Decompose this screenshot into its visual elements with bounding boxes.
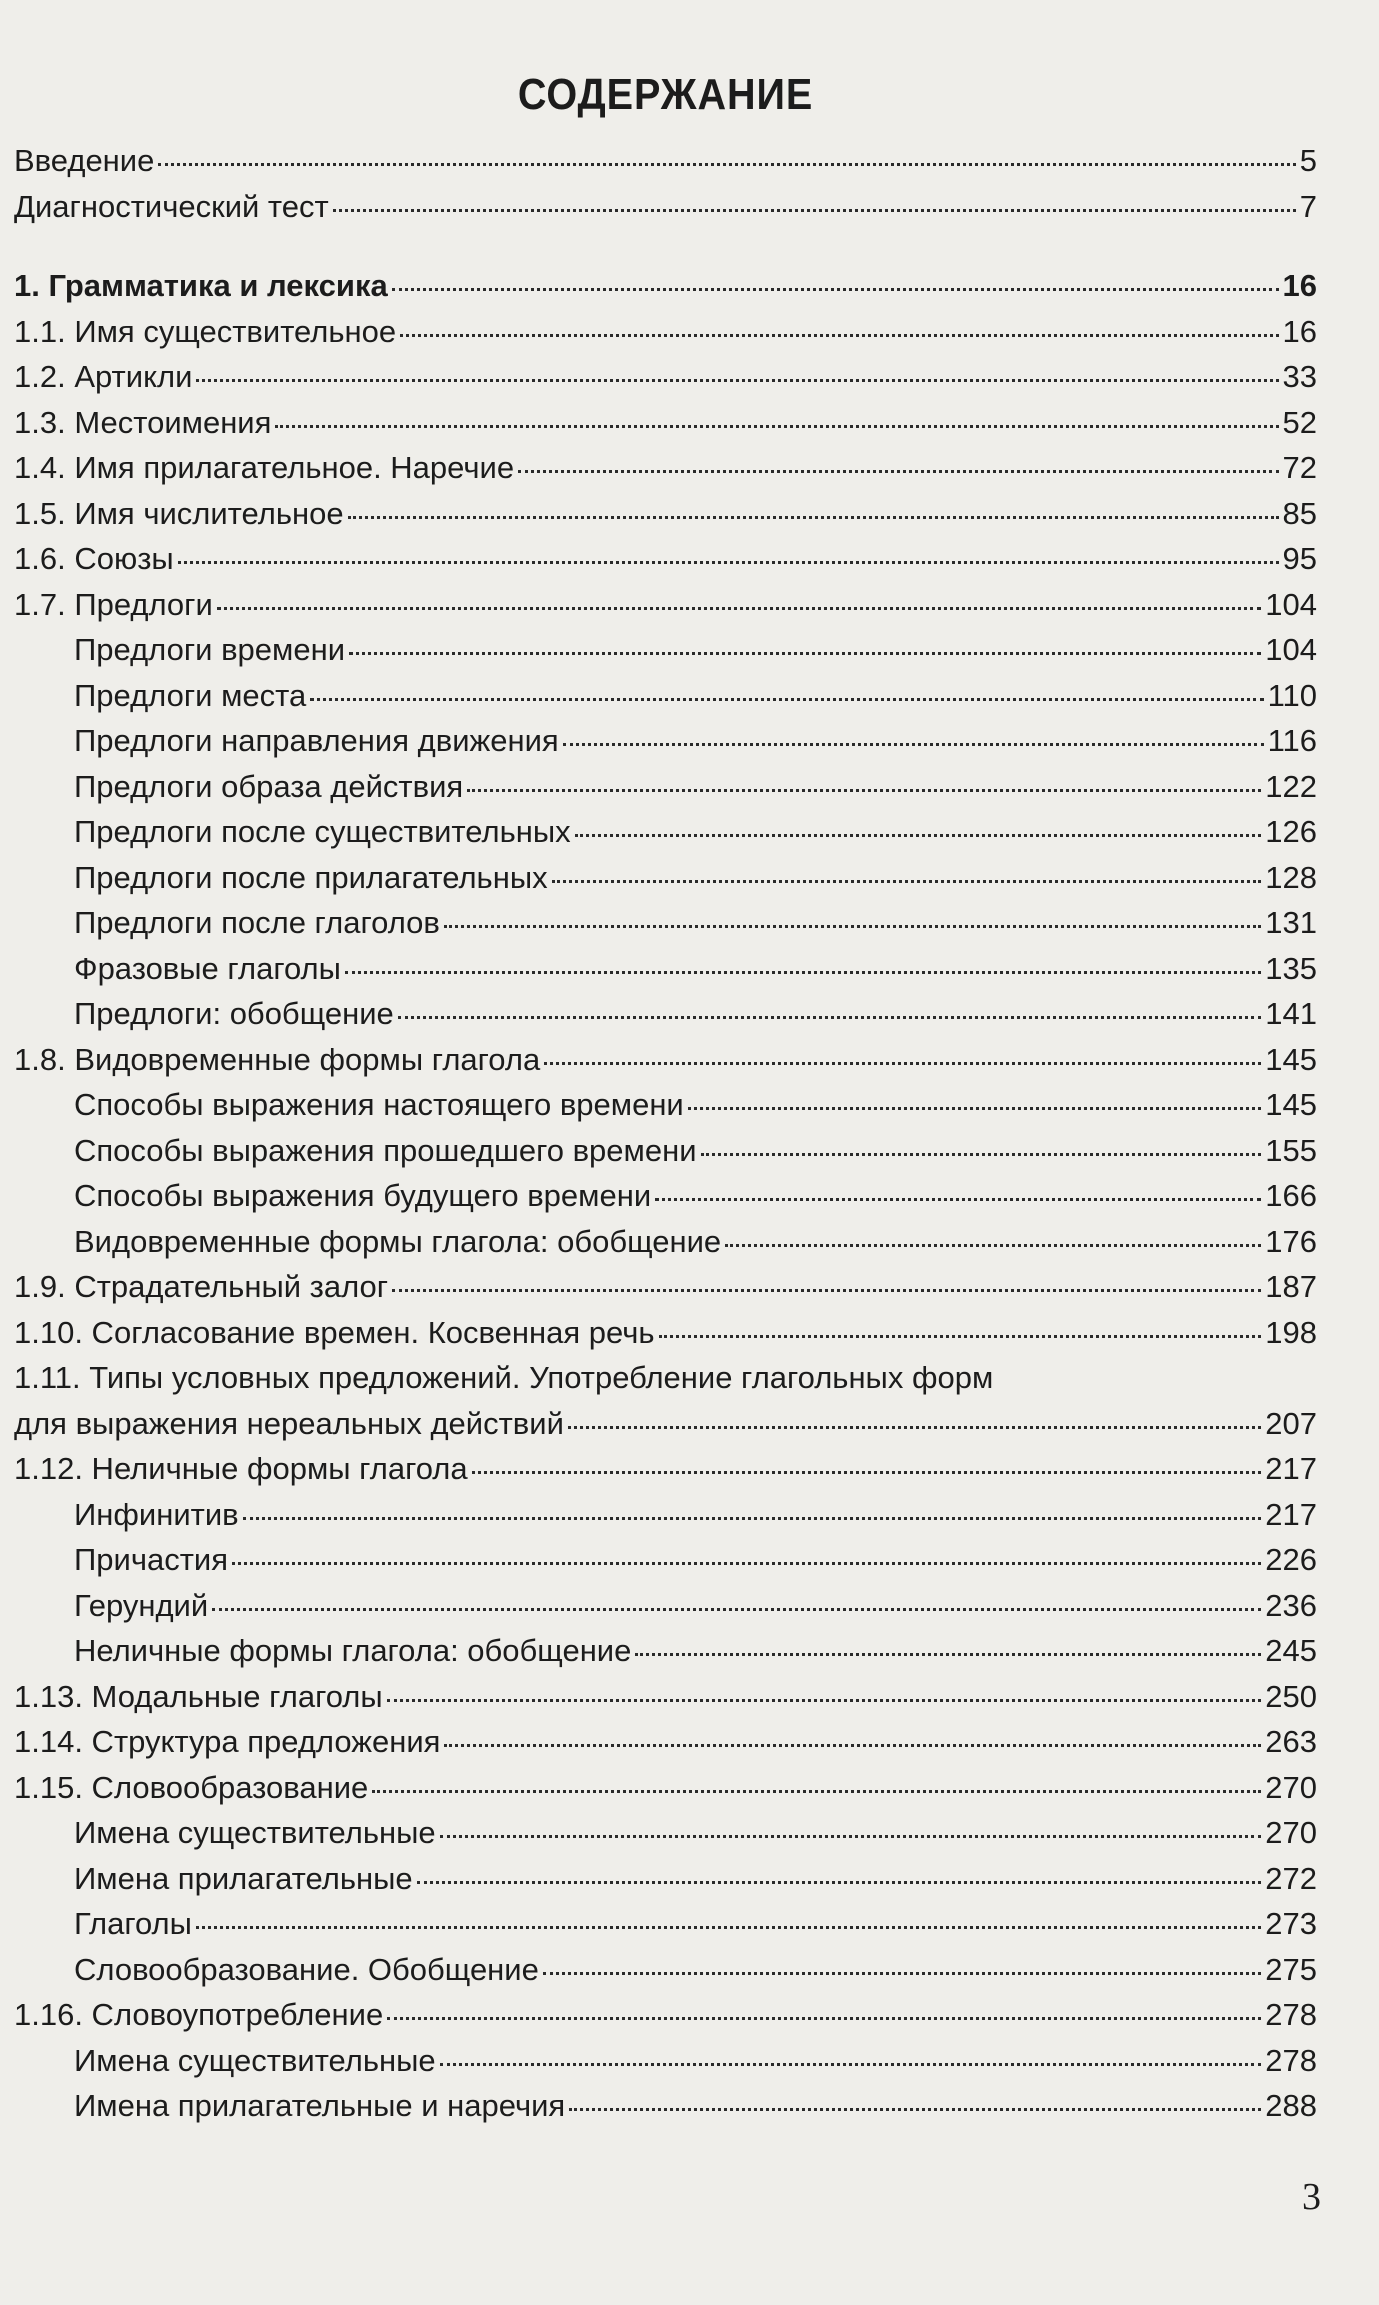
toc-entry — [14, 2038, 1317, 2084]
dot-leader — [467, 789, 1261, 792]
toc-entry-label: Глаголы — [74, 1906, 192, 1941]
toc-entry-label: Предлоги после прилагательных — [74, 859, 548, 895]
toc-entry — [14, 673, 1317, 719]
toc-entry-label: Видовременные формы глагола: обобщение — [74, 1223, 722, 1259]
toc-entry-label: 1.16. Словоупотребление — [14, 1997, 384, 2032]
dot-leader — [243, 1517, 1262, 1520]
toc-entry-page: 110 — [1267, 677, 1317, 713]
dot-leader — [518, 470, 1278, 473]
toc-entry — [14, 946, 1317, 992]
toc-entry-label: Диагностический тест — [14, 188, 329, 224]
dot-leader — [349, 652, 1261, 655]
dot-leader — [568, 1426, 1261, 1429]
dot-leader — [392, 1289, 1261, 1292]
toc-entry-label: 1.12. Неличные формы глагола — [14, 1451, 468, 1486]
dot-leader — [569, 2108, 1261, 2111]
dot-leader — [444, 925, 1261, 928]
toc-entry — [14, 1810, 1317, 1856]
toc-entry — [14, 309, 1317, 355]
toc-entry-label: Способы выражения будущего времени — [74, 1178, 652, 1213]
dot-leader — [196, 1926, 1261, 1929]
toc-entry-label: Предлоги после существительных — [74, 814, 571, 849]
toc-entry-page: 226 — [1265, 1542, 1317, 1577]
dot-leader — [655, 1198, 1261, 1201]
dot-leader — [398, 1016, 1262, 1019]
dot-leader — [212, 1608, 1261, 1611]
toc-entry — [14, 354, 1317, 400]
toc-entry — [14, 138, 1317, 184]
dot-leader — [472, 1471, 1262, 1474]
toc-entry-label-continuation: для выражения нереальных действий — [14, 1405, 564, 1441]
toc-entry-label: Инфинитив — [74, 1496, 239, 1532]
toc-entry-page: 245 — [1265, 1633, 1317, 1668]
page-title: СОДЕРЖАНИЕ — [517, 70, 814, 119]
toc-entry — [14, 718, 1317, 764]
toc-entry — [14, 764, 1317, 810]
dot-leader — [400, 334, 1278, 337]
toc-entry — [14, 900, 1317, 946]
toc-entry — [14, 536, 1317, 582]
toc-entry-page: 187 — [1265, 1269, 1317, 1304]
toc-entry-page: 16 — [1282, 313, 1317, 349]
page-number: 3 — [1302, 2176, 1321, 2218]
toc-entry-label: 1.15. Словообразование — [14, 1769, 369, 1805]
toc-entry-page: 7 — [1299, 188, 1317, 224]
dot-leader — [158, 163, 1295, 166]
dot-leader — [417, 1881, 1262, 1884]
toc-entry — [14, 1901, 1317, 1947]
toc-entry-label: Предлоги времени — [74, 632, 346, 667]
dot-leader — [196, 379, 1278, 382]
toc-entry-label: Введение — [14, 143, 155, 178]
toc-entry-continuation — [14, 1401, 1317, 1447]
toc-entry-label: Неличные формы глагола: обобщение — [74, 1633, 632, 1668]
toc-entry-label: 1.3. Местоимения — [14, 404, 272, 440]
toc-entry-page: 33 — [1282, 359, 1317, 394]
toc-entry-label: 1.7. Предлоги — [14, 586, 213, 622]
toc-entry-page: 5 — [1299, 143, 1317, 178]
toc-entry-page: 131 — [1265, 905, 1317, 940]
dot-leader — [217, 607, 1261, 610]
toc-entry-page: 263 — [1265, 1724, 1317, 1759]
toc-entry — [14, 1355, 1317, 1401]
toc-entry-page: 250 — [1265, 1678, 1317, 1714]
toc-entry — [14, 1537, 1317, 1583]
toc-entry-label: 1.8. Видовременные формы глагола — [14, 1041, 541, 1077]
toc-entry — [14, 991, 1317, 1037]
toc-entry — [14, 1674, 1317, 1720]
dot-leader — [178, 561, 1279, 564]
toc-entry-page: 85 — [1282, 495, 1317, 531]
toc-entry-label: Словообразование. Обобщение — [74, 1951, 539, 1987]
toc-entry-label: Герундий — [74, 1587, 209, 1623]
toc-entry-label: Имена прилагательные — [74, 1860, 413, 1896]
toc-entry-page: 278 — [1265, 1997, 1317, 2032]
toc-entry — [14, 1856, 1317, 1902]
toc-entry — [14, 1947, 1317, 1993]
toc-entry-label: 1.2. Артикли — [14, 359, 193, 394]
toc-entry — [14, 491, 1317, 537]
toc-entry — [14, 1128, 1317, 1174]
toc-entry — [14, 1310, 1317, 1356]
dot-leader — [543, 1972, 1261, 1975]
dot-leader — [333, 209, 1296, 212]
toc-entry-page: 145 — [1265, 1087, 1317, 1122]
toc-entry-label: 1.13. Модальные глаголы — [14, 1678, 383, 1714]
toc-entry-label: 1.5. Имя числительное — [14, 495, 344, 531]
toc-entry-page: 128 — [1265, 859, 1317, 895]
toc-entry-label: 1.11. Типы условных предложений. Употребление глагольных форм — [14, 1360, 994, 1395]
toc-entry-label: 1.6. Союзы — [14, 541, 174, 576]
toc-entry-label: 1.9. Страдательный залог — [14, 1269, 389, 1304]
dot-leader — [440, 1835, 1262, 1838]
toc-entry-page: 135 — [1265, 950, 1317, 986]
dot-leader — [387, 2017, 1261, 2020]
toc-entry-page: 270 — [1265, 1815, 1317, 1850]
dot-leader — [232, 1562, 1261, 1565]
toc-entry-label: 1.10. Согласование времен. Косвенная речь — [14, 1314, 655, 1350]
toc-entry-label: Имена существительные — [74, 2042, 436, 2078]
toc-entry-page: 155 — [1265, 1132, 1317, 1168]
table-of-contents — [14, 138, 1317, 2129]
toc-entry — [14, 263, 1317, 309]
toc-entry-page: 126 — [1265, 814, 1317, 849]
toc-entry — [14, 1173, 1317, 1219]
toc-entry — [14, 1219, 1317, 1265]
toc-entry — [14, 627, 1317, 673]
toc-entry-page: 198 — [1265, 1314, 1317, 1350]
toc-entry-label: 1.1. Имя существительное — [14, 313, 397, 349]
toc-entry — [14, 184, 1317, 230]
dot-leader — [552, 880, 1262, 883]
toc-entry — [14, 445, 1317, 491]
toc-entry-page: 217 — [1265, 1496, 1317, 1532]
toc-entry — [14, 582, 1317, 628]
dot-leader — [635, 1653, 1261, 1656]
toc-entry-label: Способы выражения настоящего времени — [74, 1087, 684, 1122]
toc-entry-page: 278 — [1265, 2042, 1317, 2078]
toc-entry-label: Способы выражения прошедшего времени — [74, 1132, 697, 1168]
dot-leader — [544, 1062, 1261, 1065]
dot-leader — [688, 1107, 1262, 1110]
toc-entry-page: 72 — [1282, 450, 1317, 485]
toc-entry-page: 288 — [1265, 2088, 1317, 2123]
dot-leader — [444, 1744, 1261, 1747]
toc-entry-page: 273 — [1265, 1906, 1317, 1941]
dot-leader — [372, 1790, 1261, 1793]
toc-entry-label: Имена существительные — [74, 1815, 436, 1850]
toc-entry-label: Предлоги после глаголов — [74, 905, 440, 940]
dot-leader — [345, 971, 1261, 974]
toc-entry — [14, 1719, 1317, 1765]
toc-entry — [14, 1583, 1317, 1629]
dot-leader — [725, 1244, 1261, 1247]
toc-entry — [14, 855, 1317, 901]
toc-entry — [14, 1446, 1317, 1492]
dot-leader — [701, 1153, 1262, 1156]
toc-entry-page: 122 — [1265, 768, 1317, 804]
toc-entry-page: 52 — [1282, 404, 1317, 440]
dot-leader — [563, 743, 1264, 746]
toc-entry — [14, 1082, 1317, 1128]
toc-entry — [14, 1992, 1317, 2038]
dot-leader — [387, 1699, 1262, 1702]
toc-entry-label: Предлоги места — [74, 677, 307, 713]
toc-entry-label: 1.14. Структура предложения — [14, 1724, 441, 1759]
toc-entry — [14, 1264, 1317, 1310]
dot-leader — [310, 698, 1263, 701]
toc-entry-label: 1. Грамматика и лексика — [14, 268, 388, 303]
dot-leader — [275, 425, 1278, 428]
toc-entry-page: 275 — [1265, 1951, 1317, 1987]
toc-entry-page: 166 — [1265, 1178, 1317, 1213]
toc-entry-page: 104 — [1265, 632, 1317, 667]
dot-leader — [575, 834, 1262, 837]
toc-entry-page: 176 — [1265, 1223, 1317, 1259]
toc-entry — [14, 400, 1317, 446]
toc-entry-label: 1.4. Имя прилагательное. Наречие — [14, 450, 515, 485]
dot-leader — [348, 516, 1279, 519]
toc-entry-page: 217 — [1265, 1451, 1317, 1486]
toc-entry-page: 207 — [1265, 1405, 1317, 1441]
dot-leader — [659, 1335, 1262, 1338]
toc-entry — [14, 1037, 1317, 1083]
toc-entry-page: 116 — [1267, 723, 1317, 758]
toc-entry-page: 104 — [1265, 586, 1317, 622]
toc-entry-page: 270 — [1265, 1769, 1317, 1805]
toc-entry-label: Фразовые глаголы — [74, 950, 341, 986]
toc-entry-label: Причастия — [74, 1542, 229, 1577]
toc-entry-page: 95 — [1282, 541, 1317, 576]
toc-entry-page: 236 — [1265, 1587, 1317, 1623]
toc-entry — [14, 1492, 1317, 1538]
dot-leader — [392, 288, 1279, 291]
toc-entry-page: 145 — [1265, 1041, 1317, 1077]
toc-entry — [14, 1765, 1317, 1811]
toc-entry-page: 272 — [1265, 1860, 1317, 1896]
toc-entry-label: Предлоги направления движения — [74, 723, 559, 758]
toc-entry — [14, 1628, 1317, 1674]
toc-entry-label: Предлоги: обобщение — [74, 996, 394, 1031]
toc-entry-page: 141 — [1265, 996, 1317, 1031]
toc-entry-label: Предлоги образа действия — [74, 768, 464, 804]
toc-entry — [14, 2083, 1317, 2129]
dot-leader — [440, 2063, 1262, 2066]
toc-entry — [14, 809, 1317, 855]
toc-entry-page: 16 — [1282, 268, 1317, 303]
toc-entry-label: Имена прилагательные и наречия — [74, 2088, 566, 2123]
